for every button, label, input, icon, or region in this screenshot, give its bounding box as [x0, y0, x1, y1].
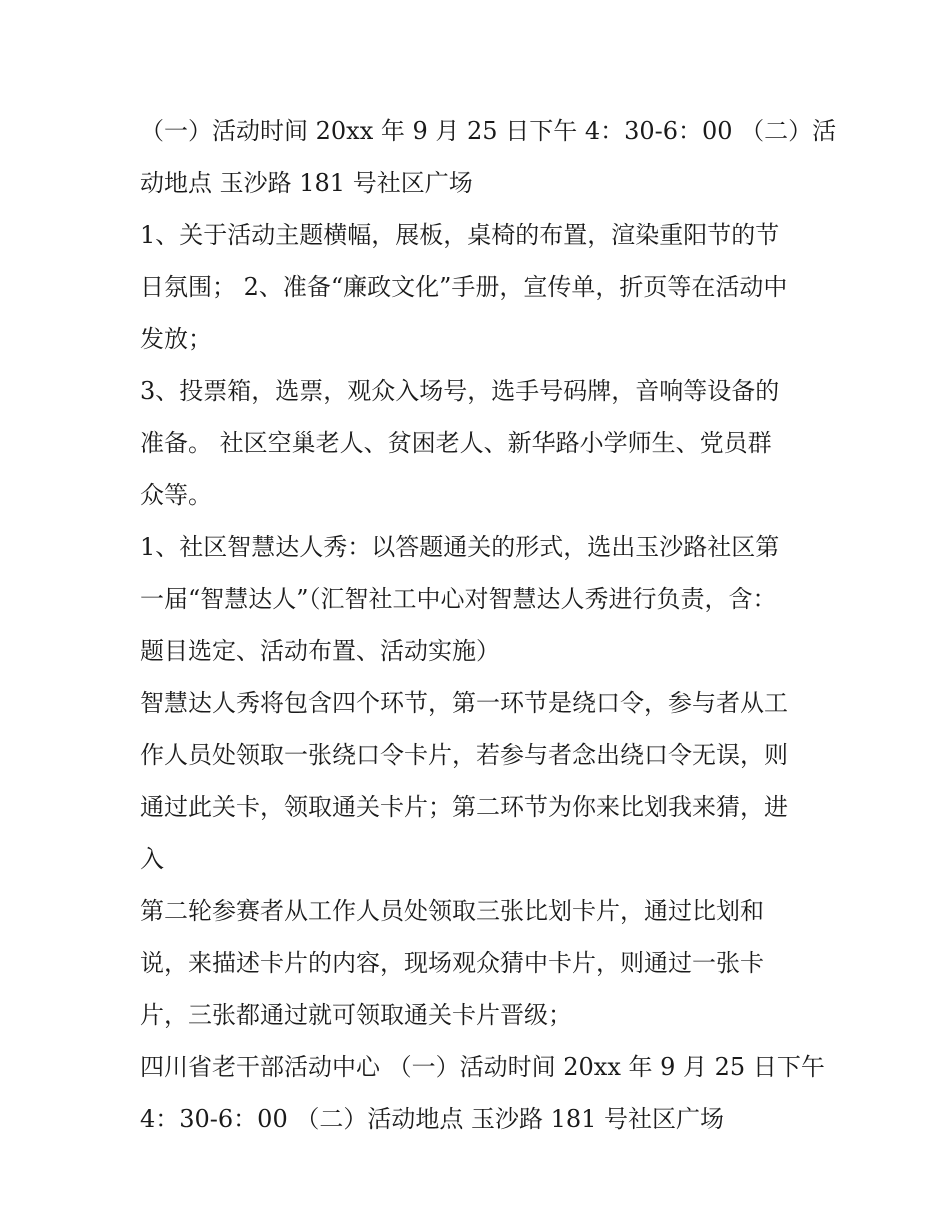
text-line: 1、关于活动主题横幅，展板，桌椅的布置，渲染重阳节的节 [140, 221, 780, 249]
text-line: 作人员处领取一张绕口令卡片，若参与者念出绕口令无误，则 [140, 741, 788, 769]
text-line: 题目选定、活动布置、活动实施） [140, 637, 500, 665]
text-line: 说，来描述卡片的内容，现场观众猜中卡片，则通过一张卡 [140, 949, 764, 977]
text-line: 通过此关卡，领取通关卡片；第二环节为你来比划我来猜，进 [140, 793, 788, 821]
text-line: 1、社区智慧达人秀：以答题通关的形式，选出玉沙路社区第 [140, 533, 780, 561]
text-line: 4：30-6：00 （二）活动地点 玉沙路 181 号社区广场 [140, 1105, 725, 1133]
text-line: 片，三张都通过就可领取通关卡片晋级； [140, 1001, 572, 1029]
text-line: （一）活动时间 20xx 年 9 月 25 日下午 4：30-6：00 （二）活 [140, 117, 837, 145]
document-body [140, 105, 837, 1145]
text-line: 3、投票箱，选票，观众入场号，选手号码牌，音响等设备的 [140, 377, 780, 405]
text-line: 智慧达人秀将包含四个环节，第一环节是绕口令，参与者从工 [140, 689, 788, 717]
text-line: 一届“智慧达人”（汇智社工中心对智慧达人秀进行负责，含： [140, 585, 777, 613]
text-line: 众等。 [140, 481, 212, 509]
text-line: 四川省老干部活动中心 （一）活动时间 20xx 年 9 月 25 日下午 [140, 1053, 825, 1081]
text-line: 日氛围； 2、准备“廉政文化”手册，宣传单，折页等在活动中 [140, 273, 788, 301]
text-line: 第二轮参赛者从工作人员处领取三张比划卡片，通过比划和 [140, 897, 764, 925]
text-line: 发放； [140, 325, 212, 353]
text-line: 动地点 玉沙路 181 号社区广场 [140, 169, 473, 197]
text-line: 入 [140, 845, 164, 873]
text-line: 准备。 社区空巢老人、贫困老人、新华路小学师生、党员群 [140, 429, 772, 457]
